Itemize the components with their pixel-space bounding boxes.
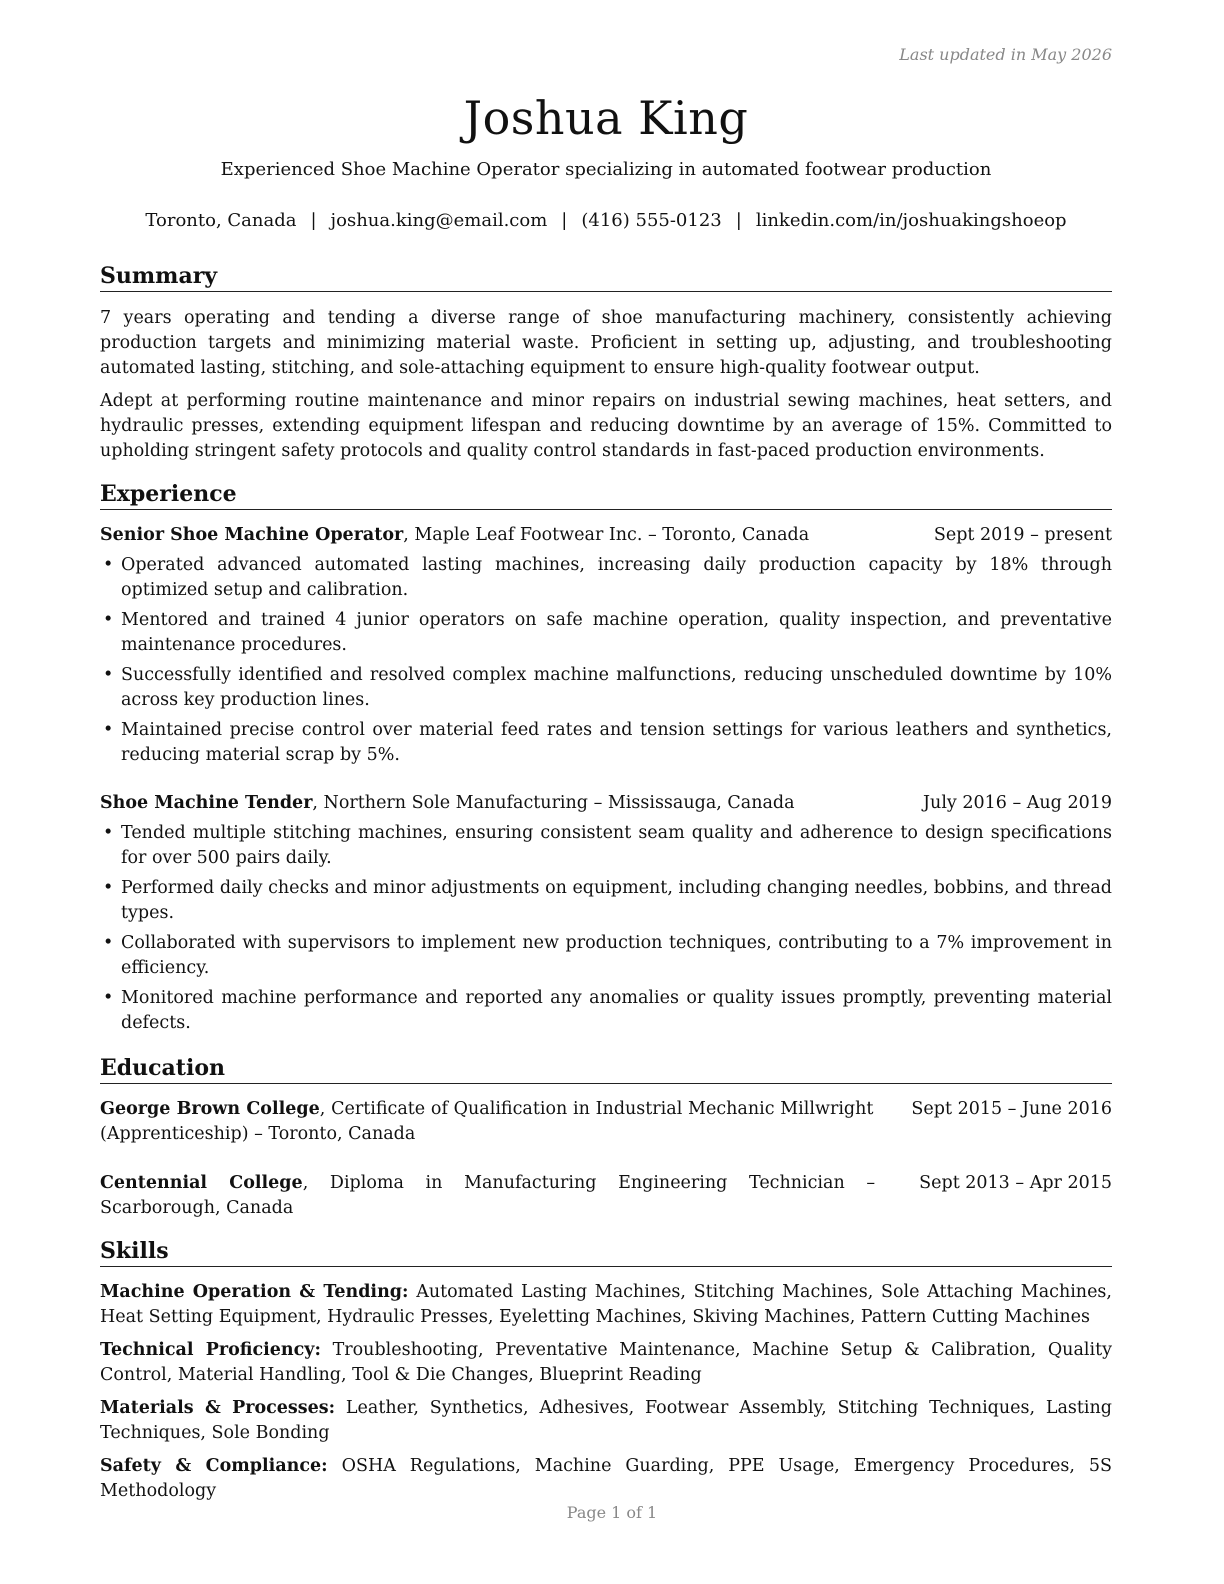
job-role: Shoe Machine Tender (100, 793, 313, 813)
contact-separator: | (735, 210, 742, 231)
skills-section (100, 1237, 1112, 1504)
section-title-summary: Summary (100, 262, 1112, 292)
summary-section (100, 262, 1112, 464)
skill-group-label: Safety & Compliance: (100, 1456, 328, 1476)
skill-group-items: Leather, Synthetics, Adhesives, Footwear Assembly, Stitching Techniques, Lasting Techniques, Sole Bonding (100, 1398, 1112, 1443)
job-bullet: • Maintained precise control over material feed rates and tension settings for various leathers and synthetics, reducing material scrap by 5%. (100, 718, 1112, 768)
job-header (100, 791, 1112, 816)
job-entry (100, 791, 1112, 1036)
job-bullet: • Collaborated with supervisors to implement new production techniques, contributing to a 7% improvement in efficiency. (100, 931, 1112, 981)
education-school: Centennial College (100, 1173, 303, 1193)
job-role: Senior Shoe Machine Operator (100, 525, 404, 545)
education-dates: Sept 2013 – Apr 2015 (919, 1173, 1112, 1193)
last-updated: Last updated in May 2026 (899, 45, 1112, 64)
skill-group-label: Technical Proficiency: (100, 1340, 321, 1360)
job-dates: Sept 2019 – present (933, 525, 1112, 545)
education-detail: , Diploma in Manufacturing Engineering Technician – Scarborough, Canada (100, 1173, 876, 1218)
job-entry (100, 523, 1112, 768)
education-detail: , Certificate of Qualification in Industrial Mechanic Millwright (Apprenticeship) – Toronto, Canada (100, 1099, 874, 1144)
job-bullet: • Successfully identified and resolved complex machine malfunctions, reducing unscheduled downtime by 10% across key production lines. (100, 663, 1112, 713)
education-section (100, 1054, 1112, 1221)
summary-paragraph: 7 years operating and tending a diverse range of shoe manufacturing machinery, consistently achieving production targets and minimizing material waste. Proficient in setting up, adjusting, and troubleshooting automated lasting, stitching, and sole-attaching equipment to ensure high-quality footwear output. (100, 308, 1112, 378)
skill-group-items: Automated Lasting Machines, Stitching Machines, Sole Attaching Machines, Heat Setting Equipment, Hydraulic Presses, Eyeletting Machines, Skiving Machines, Pattern Cutting Machines (100, 1282, 1112, 1327)
tagline: Experienced Shoe Machine Operator specializing in automated footwear production (220, 159, 992, 180)
job-bullets (100, 553, 1112, 768)
summary-paragraph: Adept at performing routine maintenance and minor repairs on industrial sewing machines, heat setters, and hydraulic presses, extending equipment lifespan and reducing downtime by an average of 15%. Committed to upholding stringent safety protocols and quality control standards in fast-paced production environments. (100, 391, 1112, 461)
skill-group (100, 1454, 1112, 1504)
job-bullet: • Tended multiple stitching machines, ensuring consistent seam quality and adherence to design specifications for over 500 pairs daily. (100, 821, 1112, 871)
skill-group (100, 1338, 1112, 1388)
skill-group-label: Materials & Processes: (100, 1398, 336, 1418)
job-bullets (100, 821, 1112, 1036)
skill-group-items: Troubleshooting, Preventative Maintenance, Machine Setup & Calibration, Quality Control, Material Handling, Tool & Die Changes, Blueprint Reading (100, 1340, 1112, 1385)
page-number: Page 1 of 1 (566, 1503, 658, 1522)
skill-group-label: Machine Operation & Tending: (100, 1282, 409, 1302)
contact-phone: (416) 555-0123 (581, 210, 722, 231)
education-dates: Sept 2015 – June 2016 (911, 1099, 1112, 1119)
job-company: , Maple Leaf Footwear Inc. – Toronto, Canada (403, 525, 810, 545)
candidate-name: Joshua King (463, 91, 749, 145)
skill-group-items: OSHA Regulations, Machine Guarding, PPE Usage, Emergency Procedures, 5S Methodology (100, 1456, 1112, 1501)
section-title-education: Education (100, 1054, 1112, 1084)
job-bullet: • Performed daily checks and minor adjustments on equipment, including changing needles, bobbins, and thread types. (100, 876, 1112, 926)
job-header (100, 523, 1112, 548)
skill-group (100, 1280, 1112, 1330)
experience-section (100, 480, 1112, 1036)
job-bullet: • Monitored machine performance and reported any anomalies or quality issues promptly, preventing material defects. (100, 986, 1112, 1036)
contact-separator: | (561, 210, 568, 231)
job-bullet: • Operated advanced automated lasting machines, increasing daily production capacity by 18% through optimized setup and calibration. (100, 553, 1112, 603)
skill-group (100, 1396, 1112, 1446)
contact-linkedin[interactable]: linkedin.com/in/joshuakingshoeop (755, 210, 1067, 231)
education-entry (100, 1097, 1112, 1147)
contact-location: Toronto, Canada (145, 210, 297, 231)
job-bullet: • Mentored and trained 4 junior operators on safe machine operation, quality inspection, and preventative maintenance procedures. (100, 608, 1112, 658)
section-title-experience: Experience (100, 480, 1112, 510)
education-school: George Brown College (100, 1099, 320, 1119)
contact-separator: | (310, 210, 317, 231)
job-company: , Northern Sole Manufacturing – Mississauga, Canada (312, 793, 795, 813)
contact-line (100, 209, 1112, 233)
section-title-skills: Skills (100, 1237, 1112, 1267)
education-entry (100, 1171, 1112, 1221)
job-dates: July 2016 – Aug 2019 (923, 793, 1112, 813)
contact-email[interactable]: joshua.king@email.com (330, 210, 548, 231)
